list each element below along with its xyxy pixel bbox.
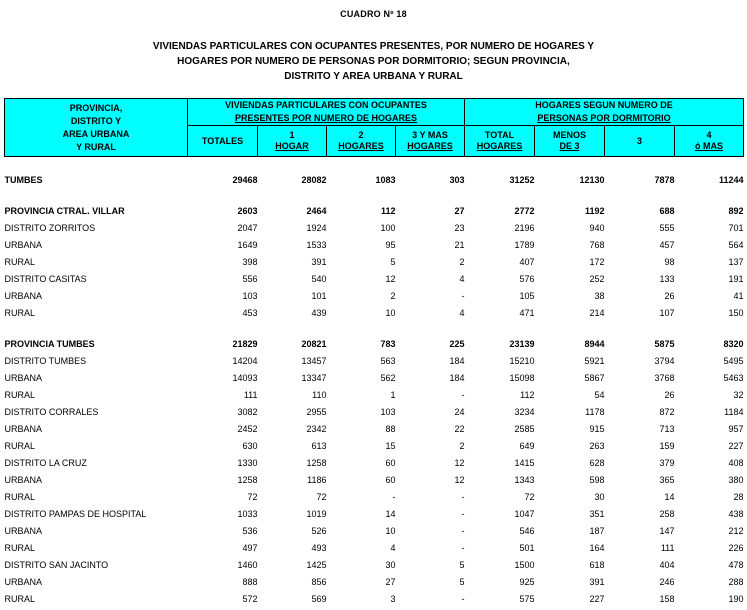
- stub-header: [5, 99, 188, 157]
- row-label: RURAL: [4, 491, 36, 502]
- row-value: 22: [454, 423, 465, 434]
- row-value: 2464: [306, 205, 327, 216]
- row-value: 20821: [301, 338, 327, 349]
- table-row: [5, 352, 744, 369]
- row-value: 576: [519, 273, 535, 284]
- row-value: -: [461, 491, 465, 502]
- row-value: 391: [311, 256, 327, 267]
- group-header-hogares: [465, 99, 744, 126]
- row-value: 10: [385, 307, 396, 318]
- row-value: 258: [659, 508, 675, 519]
- row-label: DISTRITO LA CRUZ: [4, 457, 87, 468]
- row-value: -: [461, 508, 465, 519]
- table-row: [5, 270, 744, 287]
- row-value: 5875: [654, 338, 675, 349]
- row-value: 1924: [306, 222, 327, 233]
- row-value: 3: [390, 593, 396, 604]
- row-value: 31252: [509, 174, 535, 185]
- column-header-3-y-mas-hogares: [396, 126, 465, 157]
- row-value: 147: [659, 525, 675, 536]
- table-row: [5, 573, 744, 590]
- row-value: 107: [659, 307, 675, 318]
- table-row: [5, 488, 744, 505]
- row-value: 98: [664, 256, 675, 267]
- row-value: 4: [390, 542, 396, 553]
- row-value: 32: [733, 389, 744, 400]
- row-value: 5463: [723, 372, 744, 383]
- row-value: 856: [311, 576, 327, 587]
- row-value: 3082: [237, 406, 258, 417]
- row-label: RURAL: [4, 542, 36, 553]
- row-label: URBANA: [4, 372, 43, 383]
- row-value: 1: [390, 389, 396, 400]
- row-value: 21829: [232, 338, 258, 349]
- row-value: 1425: [306, 559, 327, 570]
- row-value: 111: [660, 542, 675, 553]
- row-value: 252: [589, 273, 605, 284]
- column-header-menos-de-3: [535, 126, 605, 157]
- row-label: DISTRITO SAN JACINTO: [4, 559, 109, 570]
- row-value: 351: [589, 508, 605, 519]
- row-value: 1186: [307, 474, 327, 485]
- row-value: 2: [459, 440, 465, 451]
- table-row: [5, 202, 744, 219]
- table-row: [5, 253, 744, 270]
- row-label: DISTRITO ZORRITOS: [4, 222, 96, 233]
- row-value: 628: [589, 457, 605, 468]
- row-value: 2452: [237, 423, 258, 434]
- row-value: 1083: [375, 174, 396, 185]
- row-value: 457: [659, 239, 675, 250]
- spacer-cell: [5, 321, 744, 335]
- row-value: 3768: [654, 372, 675, 383]
- row-value: 478: [728, 559, 744, 570]
- stub-header-line-3: AREA URBANA: [62, 128, 130, 139]
- row-value: 1178: [585, 406, 605, 417]
- row-value: 101: [311, 290, 327, 301]
- row-value: 303: [449, 174, 465, 185]
- row-value: 263: [589, 440, 605, 451]
- header-group-row: [5, 99, 744, 126]
- row-value: 713: [659, 423, 675, 434]
- row-value: 15: [385, 440, 396, 451]
- row-value: 5: [459, 559, 465, 570]
- table-row: [5, 236, 744, 253]
- row-value: 8320: [723, 338, 744, 349]
- column-header-4-o-mas: [675, 126, 744, 157]
- row-value: 3794: [654, 355, 675, 366]
- row-value: 2342: [306, 423, 327, 434]
- row-label: DISTRITO PAMPAS DE HOSPITAL: [4, 508, 147, 519]
- table-spacer-row: [5, 157, 744, 172]
- table-row: [5, 522, 744, 539]
- row-value: 453: [242, 307, 258, 318]
- column-header-3-y-mas-upper: 3 Y MAS: [412, 130, 448, 140]
- row-value: 159: [659, 440, 675, 451]
- row-value: 26: [664, 389, 675, 400]
- column-header-4-o-mas-lower: ó MAS: [695, 141, 723, 151]
- row-value: 3234: [514, 406, 535, 417]
- row-value: 439: [311, 307, 327, 318]
- row-value: 41: [733, 290, 744, 301]
- group2-line-1: HOGARES SEGUN NUMERO DE: [535, 100, 673, 110]
- row-value: 12: [454, 457, 465, 468]
- column-header-1-hogar-lower: HOGAR: [275, 141, 309, 151]
- column-header-total-hogares-lower: HOGARES: [476, 141, 523, 151]
- row-value: 4: [459, 273, 465, 284]
- row-value: 563: [380, 355, 396, 366]
- row-value: 184: [449, 372, 465, 383]
- row-label: RURAL: [4, 307, 36, 318]
- column-header-4-o-mas-upper: 4: [706, 130, 712, 140]
- row-value: 164: [589, 542, 605, 553]
- row-value: 1258: [237, 474, 258, 485]
- row-value: 226: [728, 542, 744, 553]
- row-value: 555: [659, 222, 675, 233]
- row-value: 10: [385, 525, 396, 536]
- row-value: 630: [242, 440, 258, 451]
- row-label: URBANA: [4, 239, 43, 250]
- table-body: [5, 157, 744, 608]
- row-value: 915: [589, 423, 605, 434]
- row-value: 1533: [306, 239, 327, 250]
- row-value: 2585: [514, 423, 535, 434]
- row-value: 15098: [509, 372, 535, 383]
- row-label: RURAL: [4, 440, 36, 451]
- row-value: 214: [589, 307, 605, 318]
- row-value: 150: [728, 307, 744, 318]
- table-spacer-row: [5, 321, 744, 335]
- row-value: 88: [385, 423, 396, 434]
- row-value: 72: [247, 491, 258, 502]
- row-value: 1649: [237, 239, 258, 250]
- row-value: 1033: [237, 508, 258, 519]
- row-value: 13347: [301, 372, 327, 383]
- row-value: 1184: [724, 406, 744, 417]
- row-value: 72: [524, 491, 535, 502]
- row-value: 110: [312, 389, 327, 400]
- row-value: 2047: [237, 222, 258, 233]
- column-header-totales: [188, 126, 258, 157]
- row-value: 1330: [237, 457, 258, 468]
- row-value: 556: [242, 273, 258, 284]
- row-value: 438: [728, 508, 744, 519]
- row-value: 227: [589, 593, 605, 604]
- page: [0, 9, 747, 610]
- row-value: 501: [519, 542, 535, 553]
- row-value: 21: [454, 239, 465, 250]
- table-row: [5, 219, 744, 236]
- stub-header-line-2: DISTRITO Y: [70, 115, 122, 126]
- row-value: 27: [454, 205, 465, 216]
- row-value: 2: [459, 256, 465, 267]
- row-value: 5: [459, 576, 465, 587]
- row-value: 14: [664, 491, 675, 502]
- column-header-2-hogares: [327, 126, 396, 157]
- row-value: -: [461, 290, 465, 301]
- column-header-1-hogar-upper: 1: [289, 130, 295, 140]
- row-value: 569: [311, 593, 327, 604]
- row-value: 2772: [514, 205, 535, 216]
- row-value: 103: [242, 290, 258, 301]
- row-value: 13457: [301, 355, 327, 366]
- column-header-1-hogar: [258, 126, 327, 157]
- table-row: [5, 590, 744, 607]
- row-label: URBANA: [4, 576, 43, 587]
- row-value: 5867: [584, 372, 605, 383]
- row-value: 14204: [232, 355, 258, 366]
- table-row: [5, 454, 744, 471]
- page-title: [40, 39, 707, 84]
- row-value: 408: [728, 457, 744, 468]
- row-value: 288: [728, 576, 744, 587]
- row-value: 391: [589, 576, 605, 587]
- row-value: 888: [242, 576, 258, 587]
- row-value: 30: [594, 491, 605, 502]
- row-value: 783: [380, 338, 396, 349]
- row-value: 497: [242, 542, 258, 553]
- table-row: [5, 403, 744, 420]
- row-value: 72: [316, 491, 327, 502]
- row-value: 2955: [306, 406, 327, 417]
- row-value: 536: [242, 525, 258, 536]
- group1-line-2: PRESENTES POR NUMERO DE HOGARES: [234, 113, 418, 123]
- table-row: [5, 369, 744, 386]
- row-value: 26: [664, 290, 675, 301]
- row-value: 112: [520, 389, 535, 400]
- column-header-3-upper: 3: [636, 135, 642, 146]
- row-value: 14: [385, 508, 396, 519]
- row-value: 29468: [232, 174, 258, 185]
- row-label: URBANA: [4, 474, 43, 485]
- column-header-3: [605, 126, 675, 157]
- row-value: 380: [728, 474, 744, 485]
- row-value: 688: [659, 205, 675, 216]
- row-label: DISTRITO CASITAS: [4, 273, 87, 284]
- row-value: -: [392, 491, 396, 502]
- row-value: 246: [659, 576, 675, 587]
- row-value: 379: [659, 457, 675, 468]
- row-value: 575: [519, 593, 535, 604]
- row-value: 1258: [306, 457, 327, 468]
- row-value: 190: [728, 593, 744, 604]
- row-value: 24: [454, 406, 465, 417]
- row-value: 618: [589, 559, 605, 570]
- row-value: 892: [728, 205, 744, 216]
- column-header-menos-de-3-lower: DE 3: [559, 141, 580, 151]
- row-value: 60: [385, 474, 396, 485]
- row-label: URBANA: [4, 525, 43, 536]
- group-header-viviendas: [188, 99, 465, 126]
- row-value: 225: [449, 338, 465, 349]
- row-value: 564: [728, 239, 744, 250]
- row-label: RURAL: [4, 593, 36, 604]
- row-value: 5921: [584, 355, 605, 366]
- row-value: 23139: [509, 338, 535, 349]
- spacer-cell: [5, 188, 744, 202]
- row-value: 191: [728, 273, 744, 284]
- row-value: -: [461, 542, 465, 553]
- row-value: 2603: [237, 205, 258, 216]
- row-value: 60: [385, 457, 396, 468]
- spacer-cell: [5, 157, 744, 172]
- table-row: [5, 539, 744, 556]
- row-value: 546: [519, 525, 535, 536]
- row-value: 872: [659, 406, 675, 417]
- title-line-1: VIVIENDAS PARTICULARES CON OCUPANTES PRESENTES, POR NUMERO DE HOGARES Y: [152, 41, 595, 52]
- table-row: [5, 505, 744, 522]
- column-header-total-hogares: [465, 126, 535, 157]
- row-value: 365: [659, 474, 675, 485]
- table-spacer-row: [5, 188, 744, 202]
- row-value: 111: [243, 389, 258, 400]
- stub-header-line-4: Y RURAL: [76, 141, 116, 152]
- row-value: 1500: [514, 559, 535, 570]
- row-value: 5495: [723, 355, 744, 366]
- group1-line-1: VIVIENDAS PARTICULARES CON OCUPANTES: [225, 100, 427, 110]
- statistics-table: [4, 98, 744, 607]
- row-value: 95: [385, 239, 396, 250]
- row-value: 12: [454, 474, 465, 485]
- row-label: RURAL: [4, 389, 36, 400]
- row-value: 14093: [232, 372, 258, 383]
- table-row: [5, 287, 744, 304]
- row-value: 768: [589, 239, 605, 250]
- row-value: 15210: [509, 355, 535, 366]
- table-row: [5, 556, 744, 573]
- row-value: 158: [659, 593, 675, 604]
- row-value: 1019: [306, 508, 327, 519]
- row-label: TUMBES: [4, 174, 43, 185]
- row-value: 2196: [514, 222, 535, 233]
- row-value: 184: [449, 355, 465, 366]
- row-label: PROVINCIA CTRAL. VILLAR: [4, 205, 125, 216]
- row-value: 212: [728, 525, 744, 536]
- row-value: 23: [454, 222, 465, 233]
- row-value: 105: [519, 290, 535, 301]
- table-row: [5, 386, 744, 403]
- column-header-totales-upper: TOTALES: [201, 135, 244, 146]
- row-value: 2: [390, 290, 396, 301]
- column-header-3-y-mas-lower: HOGARES: [407, 141, 453, 151]
- row-value: 4: [459, 307, 465, 318]
- row-value: 8944: [584, 338, 605, 349]
- table-row: [5, 304, 744, 321]
- row-value: 12130: [579, 174, 605, 185]
- row-value: 30: [385, 559, 396, 570]
- row-value: 187: [589, 525, 605, 536]
- row-value: 100: [380, 222, 396, 233]
- table-row: [5, 437, 744, 454]
- row-value: 1789: [514, 239, 535, 250]
- row-value: 526: [311, 525, 327, 536]
- row-value: 103: [380, 406, 396, 417]
- row-value: 1192: [584, 205, 605, 216]
- row-value: 11244: [718, 174, 744, 185]
- row-value: -: [461, 389, 465, 400]
- row-value: 133: [659, 273, 675, 284]
- row-value: 398: [242, 256, 258, 267]
- row-value: 137: [728, 256, 744, 267]
- row-value: 27: [385, 576, 396, 587]
- stub-header-line-1: PROVINCIA,: [69, 102, 123, 113]
- row-value: 940: [589, 222, 605, 233]
- row-value: 925: [519, 576, 535, 587]
- row-value: 613: [311, 440, 327, 451]
- row-label: URBANA: [4, 290, 43, 301]
- row-label: URBANA: [4, 423, 43, 434]
- cuadro-number: CUADRO Nº 18: [340, 9, 407, 19]
- row-value: 1460: [237, 559, 258, 570]
- row-value: -: [461, 525, 465, 536]
- row-value: 28082: [301, 174, 327, 185]
- column-header-menos-de-3-upper: MENOS: [552, 130, 586, 140]
- row-value: 649: [519, 440, 535, 451]
- row-value: 112: [380, 205, 396, 216]
- row-label: PROVINCIA TUMBES: [4, 338, 95, 349]
- table-row: [5, 420, 744, 437]
- column-header-total-hogares-upper: TOTAL: [484, 130, 515, 140]
- row-value: 28: [733, 491, 744, 502]
- row-value: 404: [659, 559, 675, 570]
- row-value: 54: [594, 389, 605, 400]
- row-value: 5: [390, 256, 396, 267]
- row-label: DISTRITO TUMBES: [4, 355, 87, 366]
- table-row: [5, 171, 744, 188]
- table-header: [5, 99, 744, 157]
- row-value: 562: [380, 372, 396, 383]
- row-label: DISTRITO CORRALES: [4, 406, 99, 417]
- row-value: 172: [589, 256, 605, 267]
- row-value: 493: [311, 542, 327, 553]
- row-value: 227: [728, 440, 744, 451]
- row-value: 12: [385, 273, 396, 284]
- row-value: 1343: [514, 474, 535, 485]
- row-value: 407: [519, 256, 535, 267]
- row-value: 1415: [514, 457, 535, 468]
- row-value: 957: [728, 423, 744, 434]
- row-value: 701: [728, 222, 744, 233]
- table-row: [5, 335, 744, 352]
- title-line-3: DISTRITO Y AREA URBANA Y RURAL: [284, 71, 463, 82]
- row-value: 7878: [654, 174, 675, 185]
- row-value: 540: [311, 273, 327, 284]
- column-header-2-hogares-upper: 2: [358, 130, 364, 140]
- row-value: -: [461, 593, 465, 604]
- row-value: 598: [589, 474, 605, 485]
- row-value: 1047: [514, 508, 535, 519]
- title-line-2: HOGARES POR NUMERO DE PERSONAS POR DORMITORIO; SEGUN PROVINCIA,: [177, 56, 570, 67]
- row-value: 471: [519, 307, 535, 318]
- row-value: 38: [594, 290, 605, 301]
- row-label: RURAL: [4, 256, 36, 267]
- column-header-2-hogares-lower: HOGARES: [338, 141, 384, 151]
- table-row: [5, 471, 744, 488]
- group2-line-2: PERSONAS POR DORMITORIO: [537, 113, 671, 123]
- row-value: 572: [242, 593, 258, 604]
